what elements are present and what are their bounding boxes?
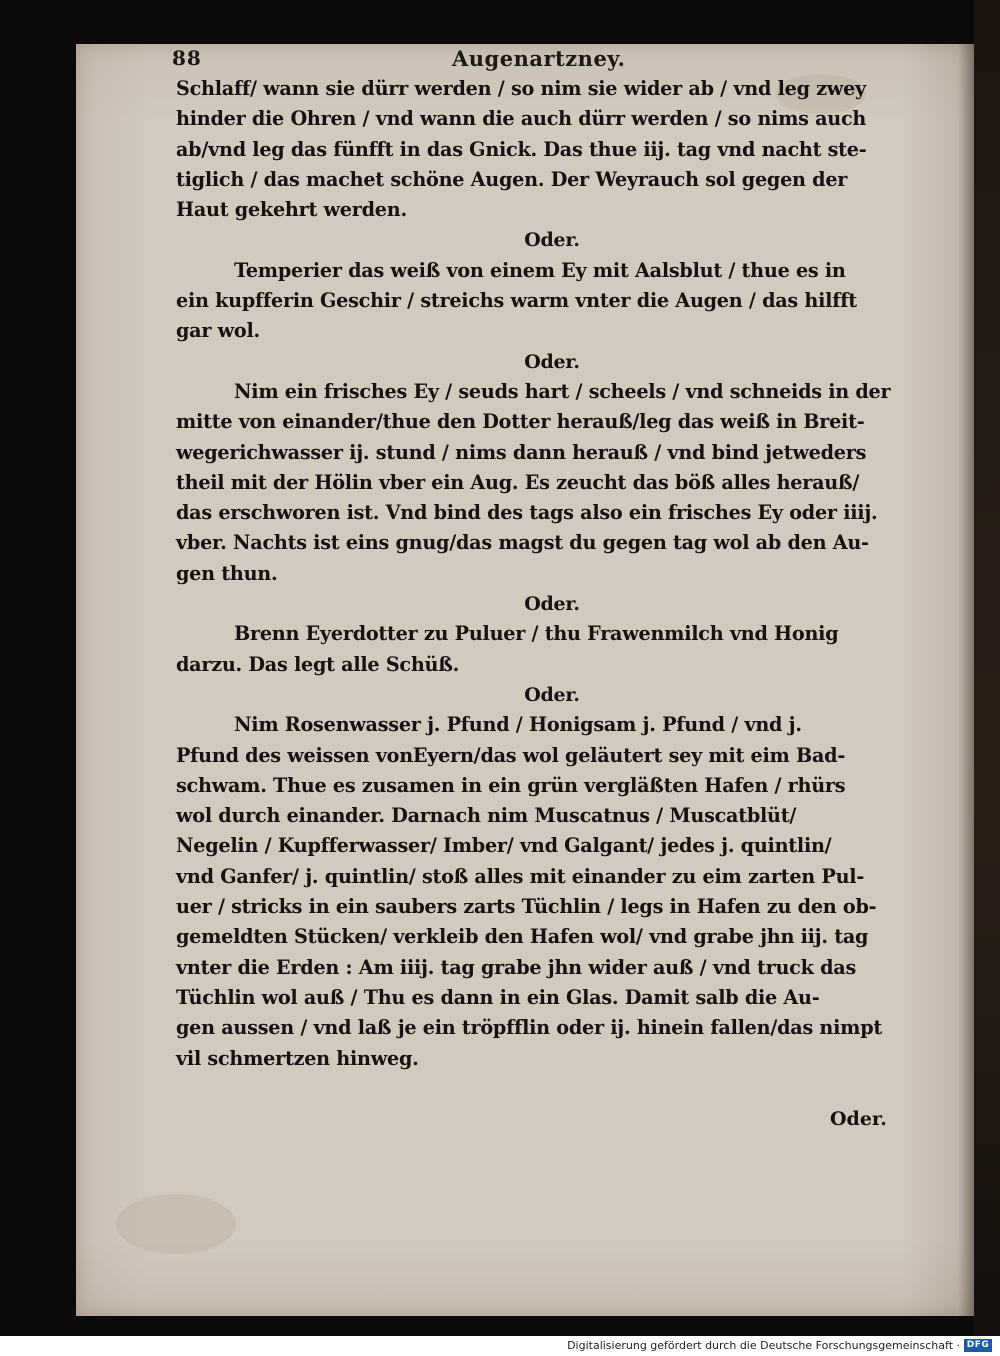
text-line: vil schmertzen hinweg. [176, 1046, 419, 1070]
text-line: Temperier das weiß von einem Ey mit Aalsblut / thue es in [234, 258, 846, 282]
section-heading: Oder. [524, 229, 580, 252]
text-line: gar wol. [176, 319, 260, 343]
funding-credit: Digitalisierung gefördert durch die Deutsche Forschungsgemeinschaft · [567, 1339, 960, 1352]
page-number: 88 [172, 46, 202, 70]
text-line: gen aussen / vnd laß je ein tröpfflin oder ij. hinein fallen/das nimpt [176, 1016, 883, 1040]
text-line: tiglich / das machet schöne Augen. Der Weyrauch sol gegen der [176, 167, 848, 191]
text-line: uer / stricks in ein saubers zarts Tüchlin / legs in Hafen zu den ob- [176, 895, 877, 919]
scanner-dark-edge [974, 0, 1000, 1336]
text-line: Haut gekehrt werden. [176, 198, 407, 222]
text-line: vnd Ganfer/ j. quintlin/ stoß alles mit einander zu eim zarten Pul- [176, 864, 865, 888]
text-line: gemeldten Stücken/ verkleib den Hafen wol/ vnd grabe jhn iij. tag [176, 925, 869, 949]
page-header [172, 46, 892, 76]
section-heading: Oder. [524, 350, 580, 373]
running-title: Augenartzney. [452, 46, 626, 71]
text-line: Nim Rosenwasser j. Pfund / Honigsam j. Pfund / vnd j. [234, 713, 802, 737]
text-line: theil mit der Hölin vber ein Aug. Es zeucht das böß alles herauß/ [176, 470, 860, 494]
text-line: das erschworen ist. Vnd bind des tags also ein frisches Ey oder iiij. [176, 501, 878, 525]
dfg-logo: DFG [964, 1339, 992, 1352]
text-line: vber. Nachts ist eins gnug/das magst du gegen tag wol ab den Au- [176, 531, 869, 555]
text-line: gen thun. [176, 561, 278, 585]
digitization-footer [0, 1336, 1000, 1356]
text-line: darzu. Das legt alle Schüß. [176, 652, 460, 676]
text-line: Brenn Eyerdotter zu Puluer / thu Frawenmilch vnd Honig [234, 622, 839, 646]
text-line: ab/vnd leg das fünfft in das Gnick. Das thue iij. tag vnd nacht ste- [176, 137, 867, 161]
text-line: wol durch einander. Darnach nim Muscatnus / Muscatblüt/ [176, 804, 797, 828]
text-line: schwam. Thue es zusamen in ein grün vergläßten Hafen / rhürs [176, 773, 846, 797]
text-line: Nim ein frisches Ey / seuds hart / scheels / vnd schneids in der [234, 379, 891, 403]
page-gutter-shadow [958, 44, 974, 1316]
catchword: Oder. [830, 1108, 887, 1130]
text-line: Tüchlin wol auß / Thu es dann in ein Glas. Damit salb die Au- [176, 985, 820, 1009]
text-line: Negelin / Kupfferwasser/ Imber/ vnd Galgant/ jedes j. quintlin/ [176, 834, 832, 858]
text-line: wegerichwasser ij. stund / nims dann herauß / vnd bind jetweders [176, 440, 867, 464]
text-line: ein kupfferin Geschir / streichs warm vnter die Augen / das hilfft [176, 289, 857, 313]
text-line: vnter die Erden : Am iiij. tag grabe jhn wider auß / vnd truck das [176, 955, 856, 979]
text-line: hinder die Ohren / vnd wann die auch dürr werden / so nims auch [176, 107, 867, 131]
section-heading: Oder. [524, 683, 580, 706]
paper-stain [116, 1194, 236, 1254]
section-heading: Oder. [524, 593, 580, 616]
text-line: Pfund des weissen vonEyern/das wol geläutert sey mit eim Bad- [176, 743, 846, 767]
body-text [176, 74, 891, 1074]
text-line: Schlaff/ wann sie dürr werden / so nim sie wider ab / vnd leg zwey [176, 77, 866, 100]
text-line: mitte von einander/thue den Dotter herauß/leg das weiß in Breit- [176, 410, 865, 434]
